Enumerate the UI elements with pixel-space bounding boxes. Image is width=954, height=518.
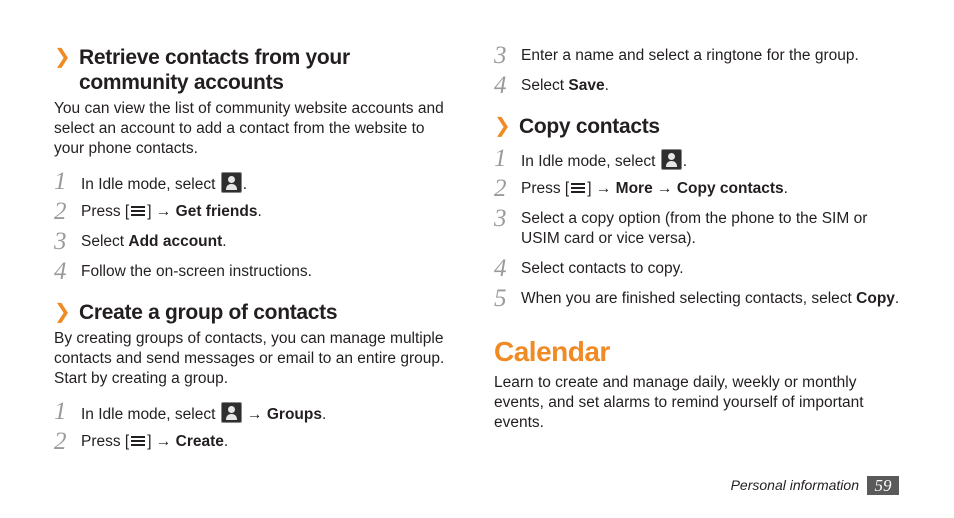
page-number-badge: 59 [867, 476, 899, 495]
step-text: Select a copy option (from the phone to the SIM or USIM card or vice versa). [521, 210, 868, 247]
step-item [494, 175, 914, 205]
step-text: Follow the on-screen instructions. [81, 263, 312, 280]
step-number: 2 [494, 175, 507, 202]
step-item [54, 398, 474, 428]
step-item [54, 198, 474, 228]
step-item [494, 42, 914, 72]
section-title: Retrieve contacts from your community accounts [79, 46, 350, 94]
calendar-intro: Learn to create and manage daily, weekly or monthly events, and set alarms to remind yourself of important events. [494, 374, 864, 431]
step-text: In Idle mode, select . [81, 172, 461, 195]
step-item [494, 285, 914, 315]
step-item [494, 255, 914, 285]
step-text: Press [ ] → Get friends. [81, 203, 262, 220]
section-heading-retrieve-contacts [54, 45, 464, 95]
menu-key-icon [570, 182, 586, 194]
chevron-right-icon: ❯ [494, 115, 511, 137]
step-number: 1 [494, 145, 507, 172]
step-item [494, 145, 914, 175]
step-number: 3 [494, 205, 507, 232]
chevron-right-icon: ❯ [54, 301, 71, 323]
step-text: Press [ ] → Create. [81, 433, 229, 450]
footer-section-label: Personal information [730, 477, 859, 493]
chevron-right-icon: ❯ [54, 46, 71, 68]
step-text: Select contacts to copy. [521, 260, 684, 277]
step-number: 3 [494, 42, 507, 69]
section-title: Copy contacts [519, 115, 660, 138]
step-item [54, 168, 474, 198]
step-text: Select Add account. [81, 233, 227, 250]
step-text: When you are finished selecting contacts, select Copy. [521, 290, 900, 307]
step-item [494, 72, 914, 102]
section-heading-create-group [54, 300, 464, 325]
step-item [54, 258, 474, 288]
step-number: 2 [54, 428, 67, 455]
step-number: 4 [494, 255, 507, 282]
step-text: Press [ ] → More → Copy contacts. [521, 180, 788, 197]
step-number: 4 [494, 72, 507, 99]
section-intro: By creating groups of contacts, you can manage multiple contacts and send messages or email to an entire group. Start by creating a group. [54, 330, 445, 387]
page-footer [730, 476, 915, 496]
step-text: In Idle mode, select → Groups. [81, 402, 461, 425]
step-item [54, 228, 474, 258]
calendar-title: Calendar [494, 336, 610, 367]
step-number: 5 [494, 285, 507, 312]
step-number: 4 [54, 258, 67, 285]
menu-key-icon [130, 205, 146, 217]
step-number: 1 [54, 398, 67, 425]
section-title: Create a group of contacts [79, 301, 338, 324]
step-text: Select Save. [521, 77, 609, 94]
step-text: Enter a name and select a ringtone for the group. [521, 47, 859, 64]
menu-key-icon [130, 435, 146, 447]
section-heading-copy-contacts [494, 114, 904, 139]
step-item [54, 428, 474, 458]
contacts-icon [221, 172, 242, 193]
step-number: 2 [54, 198, 67, 225]
step-item [494, 205, 914, 255]
section-intro: You can view the list of community website accounts and select an account to add a contact from the website to your phone contacts. [54, 100, 444, 157]
contacts-icon [221, 402, 242, 423]
contacts-icon [661, 149, 682, 170]
step-number: 1 [54, 168, 67, 195]
step-number: 3 [54, 228, 67, 255]
step-text: In Idle mode, select . [521, 149, 901, 172]
